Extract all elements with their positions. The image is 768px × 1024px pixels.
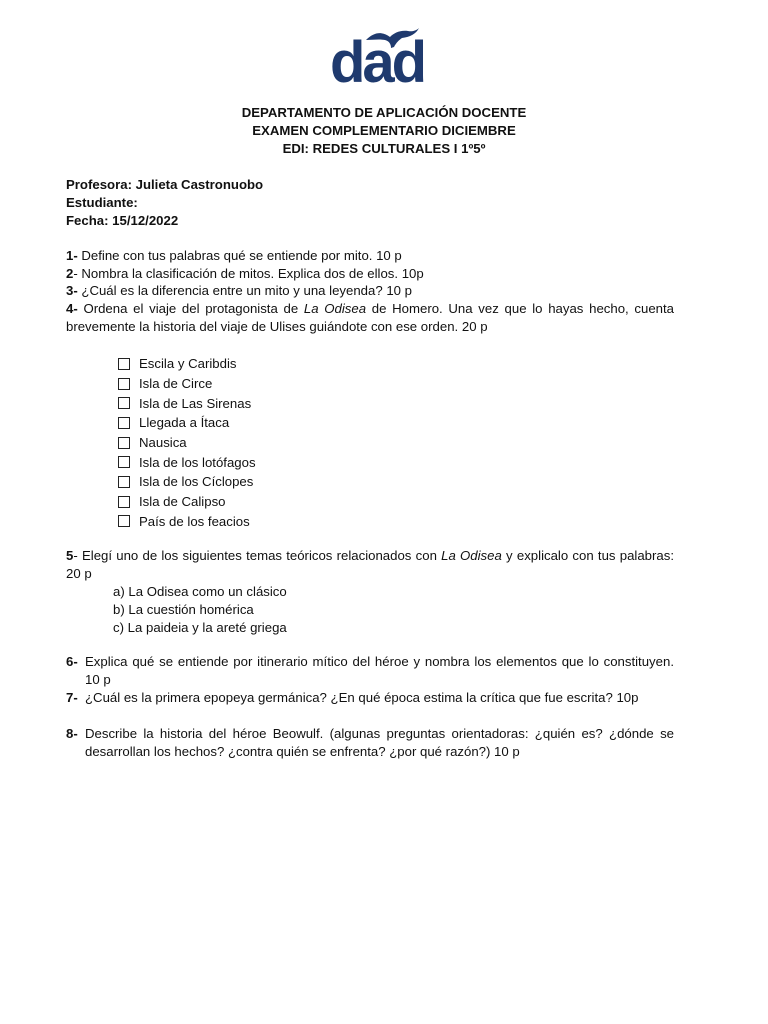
question-text: Describe la historia del héroe Beowulf. (algunas preguntas orientadoras: ¿quién es? ¿dónde se desarrollan los hechos? ¿contra quién se enfrenta? ¿por qué razón?) 10 p — [85, 726, 674, 759]
option-b: b) La cuestión homérica — [113, 602, 254, 617]
checklist-label: Isla de Circe — [139, 376, 213, 392]
checkbox[interactable] — [118, 397, 130, 409]
checklist-item[interactable] — [118, 452, 256, 472]
checklist-item[interactable] — [118, 472, 256, 492]
question-number: 3- — [66, 283, 78, 298]
question-2 — [66, 265, 674, 283]
header-exam: EXAMEN COMPLEMENTARIO DICIEMBRE — [252, 123, 516, 138]
checklist-label: Isla de los Cíclopes — [139, 474, 254, 490]
institution-logo — [326, 28, 440, 95]
book-title: La Odisea — [441, 548, 502, 563]
question-4 — [66, 300, 674, 336]
question-text: de Homero. Una vez que lo hayas hecho, cuenta brevemente la historia del viaje de Ulises guiándote con ese orden. 20 p — [66, 301, 674, 334]
itinerary-checklist — [118, 354, 256, 531]
question-1 — [66, 247, 674, 265]
checklist-label: Escila y Caribdis — [139, 356, 237, 372]
checkbox[interactable] — [118, 437, 130, 449]
teacher-line: Profesora: Julieta Castronuobo — [66, 177, 264, 192]
question-number: 8- — [66, 726, 78, 741]
question-number: 5 — [66, 548, 74, 563]
logo-text: dad — [330, 30, 425, 95]
header-department: DEPARTAMENTO DE APLICACIÓN DOCENTE — [241, 105, 527, 120]
checklist-label: País de los feacios — [139, 513, 250, 529]
checklist-item[interactable] — [118, 512, 256, 532]
checkbox[interactable] — [118, 378, 130, 390]
question-8 — [66, 725, 674, 761]
question-text: ¿Cuál es la diferencia entre un mito y una leyenda? 10 p — [77, 283, 413, 298]
question-number: 7- — [66, 690, 78, 705]
question-number: 4- — [66, 301, 78, 316]
question-6 — [66, 653, 674, 689]
checkbox[interactable] — [118, 456, 130, 468]
question-text: - Nombra la clasificación de mitos. Explica dos de ellos. 10p — [73, 266, 424, 281]
question-text: y explicalo con tus palabras: 20 p — [66, 548, 674, 581]
question-5 — [66, 547, 674, 583]
date-line: Fecha: 15/12/2022 — [66, 213, 179, 228]
checkbox[interactable] — [118, 515, 130, 527]
question-text: Define con tus palabras qué se entiende por mito. 10 p — [77, 248, 402, 263]
question-text: Ordena el viaje del protagonista de — [77, 301, 304, 316]
question-text: Explica qué se entiende por itinerario mítico del héroe y nombra los elementos que lo constituyen. 10 p — [85, 654, 674, 687]
checklist-label: Isla de Las Sirenas — [139, 395, 252, 411]
student-line: Estudiante: — [66, 195, 138, 210]
book-title: La Odisea — [303, 301, 367, 316]
checklist-label: Llegada a Ítaca — [139, 415, 230, 431]
checklist-label: Isla de Calipso — [139, 494, 226, 510]
option-c: c) La paideia y la areté griega — [113, 620, 287, 635]
checklist-label: Isla de los lotófagos — [139, 454, 256, 470]
question-text: ¿Cuál es la primera epopeya germánica? ¿En qué época estima la crítica que fue escrita? 10p — [85, 690, 639, 705]
checkbox[interactable] — [118, 417, 130, 429]
checkbox[interactable] — [118, 476, 130, 488]
checklist-item[interactable] — [118, 354, 256, 374]
question-3 — [66, 282, 674, 300]
question-number: 1- — [66, 248, 78, 263]
question-text: - Elegí uno de los siguientes temas teóricos relacionados con — [73, 548, 442, 563]
checklist-item[interactable] — [118, 374, 256, 394]
option-a: a) La Odisea como un clásico — [113, 584, 287, 599]
checklist-label: Nausica — [139, 435, 187, 451]
checkbox[interactable] — [118, 496, 130, 508]
checkbox[interactable] — [118, 358, 130, 370]
header-subject: EDI: REDES CULTURALES I 1º5º — [282, 141, 486, 156]
checklist-item[interactable] — [118, 393, 256, 413]
checklist-item[interactable] — [118, 492, 256, 512]
question-7 — [66, 689, 674, 707]
checklist-item[interactable] — [118, 433, 256, 453]
question-number: 6- — [66, 654, 78, 669]
question-number: 2 — [66, 266, 74, 281]
checklist-item[interactable] — [118, 413, 256, 433]
